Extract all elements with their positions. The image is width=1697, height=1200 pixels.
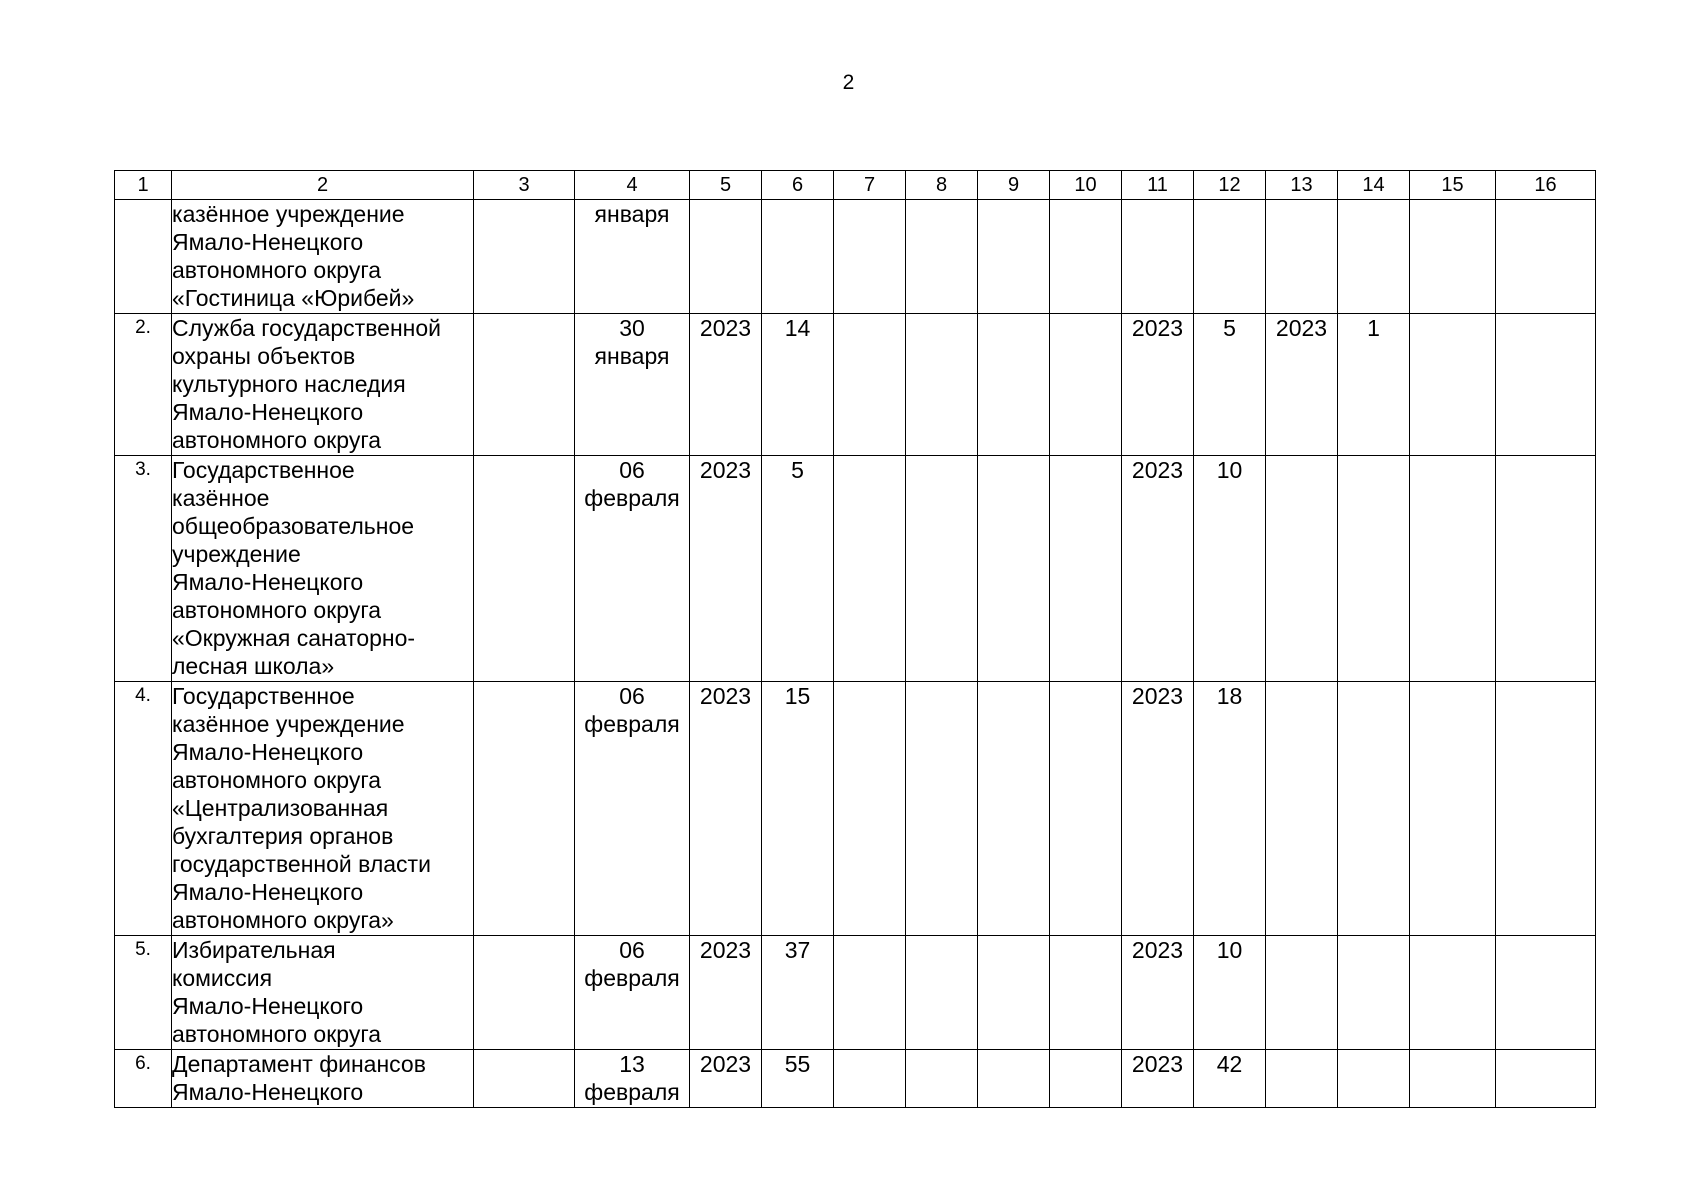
- table-cell: [1050, 1050, 1122, 1108]
- table-cell: [978, 936, 1050, 1050]
- table-cell: 5: [762, 456, 834, 682]
- table-cell: [474, 314, 575, 456]
- row-number-cell: [115, 200, 172, 314]
- date-cell: 30 января: [575, 314, 690, 456]
- table-cell: [978, 1050, 1050, 1108]
- table-cell: 2023: [1122, 314, 1194, 456]
- organization-name-cell: казённое учреждение Ямало-Ненецкого автономного округа «Гостиница «Юрибей»: [172, 200, 474, 314]
- table-cell: [834, 936, 906, 1050]
- table-cell: [978, 314, 1050, 456]
- table-cell: 10: [1194, 936, 1266, 1050]
- table-cell: [834, 456, 906, 682]
- table-cell: [1410, 314, 1496, 456]
- table-cell: [1496, 1050, 1596, 1108]
- table-cell: 2023: [1122, 682, 1194, 936]
- table-cell: 55: [762, 1050, 834, 1108]
- table-cell: [1266, 456, 1338, 682]
- table-cell: [1410, 682, 1496, 936]
- table-cell: [834, 682, 906, 936]
- table-cell: [1050, 200, 1122, 314]
- table-cell: [1410, 936, 1496, 1050]
- column-header: 2: [172, 171, 474, 200]
- column-header: 12: [1194, 171, 1266, 200]
- row-number-cell: 4.: [115, 682, 172, 936]
- table-cell: [906, 682, 978, 936]
- table-cell: [1050, 314, 1122, 456]
- table-cell: 42: [1194, 1050, 1266, 1108]
- table-cell: [1266, 936, 1338, 1050]
- table-cell: [1050, 936, 1122, 1050]
- column-header: 9: [978, 171, 1050, 200]
- page-number: 2: [842, 71, 855, 94]
- table-cell: [1194, 200, 1266, 314]
- row-number-cell: 3.: [115, 456, 172, 682]
- table-cell: [978, 456, 1050, 682]
- table-cell: [1338, 456, 1410, 682]
- table-cell: 2023: [690, 314, 762, 456]
- table-cell: 2023: [690, 1050, 762, 1108]
- date-cell: 06 февраля: [575, 682, 690, 936]
- organization-name-cell: Служба государственной охраны объектов культурного наследия Ямало-Ненецкого автономного округа: [172, 314, 474, 456]
- organization-name-cell: Государственное казённое общеобразовательное учреждение Ямало-Ненецкого автономного округа «Окружная санаторно- лесная школа»: [172, 456, 474, 682]
- table-cell: [1410, 456, 1496, 682]
- column-header: 8: [906, 171, 978, 200]
- row-number-cell: 5.: [115, 936, 172, 1050]
- table-cell: [906, 1050, 978, 1108]
- table-cell: [906, 936, 978, 1050]
- column-header: 1: [115, 171, 172, 200]
- table-cell: 15: [762, 682, 834, 936]
- table-cell: 18: [1194, 682, 1266, 936]
- table-cell: [1338, 1050, 1410, 1108]
- table-cell: [1496, 314, 1596, 456]
- table-cell: [1496, 682, 1596, 936]
- table-cell: [978, 682, 1050, 936]
- table-cell: [906, 314, 978, 456]
- date-cell: 06 февраля: [575, 936, 690, 1050]
- table-cell: 1: [1338, 314, 1410, 456]
- column-header: 16: [1496, 171, 1596, 200]
- column-header: 6: [762, 171, 834, 200]
- table-cell: [978, 200, 1050, 314]
- table-cell: [1266, 200, 1338, 314]
- column-header: 15: [1410, 171, 1496, 200]
- table-row: [115, 1050, 1596, 1108]
- table-cell: [834, 1050, 906, 1108]
- table-cell: 10: [1194, 456, 1266, 682]
- date-cell: 06 февраля: [575, 456, 690, 682]
- table-cell: [834, 314, 906, 456]
- table-cell: [474, 682, 575, 936]
- column-header: 5: [690, 171, 762, 200]
- table-cell: 14: [762, 314, 834, 456]
- data-table: [114, 170, 1596, 1108]
- column-header: 3: [474, 171, 575, 200]
- table-cell: [1410, 1050, 1496, 1108]
- table-row: [115, 200, 1596, 314]
- date-cell: января: [575, 200, 690, 314]
- organization-name-cell: Департамент финансов Ямало-Ненецкого: [172, 1050, 474, 1108]
- table-cell: [834, 200, 906, 314]
- table-cell: 2023: [1122, 1050, 1194, 1108]
- table-row: [115, 936, 1596, 1050]
- table-cell: [1050, 682, 1122, 936]
- column-header: 4: [575, 171, 690, 200]
- column-header: 7: [834, 171, 906, 200]
- row-number-cell: 6.: [115, 1050, 172, 1108]
- table-cell: [1266, 1050, 1338, 1108]
- column-header: 13: [1266, 171, 1338, 200]
- table-cell: 2023: [1122, 456, 1194, 682]
- table-cell: 5: [1194, 314, 1266, 456]
- table-cell: [1338, 682, 1410, 936]
- column-header: 11: [1122, 171, 1194, 200]
- table-cell: [1122, 200, 1194, 314]
- organization-name-cell: Государственное казённое учреждение Ямало-Ненецкого автономного округа «Централизованная бухгалтерия органов государственной власти Ямало-Ненецкого автономного округа»: [172, 682, 474, 936]
- table-cell: [474, 456, 575, 682]
- table-cell: 2023: [1266, 314, 1338, 456]
- table-cell: [1496, 456, 1596, 682]
- table-row: [115, 682, 1596, 936]
- table-cell: 2023: [690, 682, 762, 936]
- table-cell: [1496, 936, 1596, 1050]
- table-cell: [1266, 682, 1338, 936]
- table-cell: 37: [762, 936, 834, 1050]
- table-cell: [474, 1050, 575, 1108]
- date-cell: 13 февраля: [575, 1050, 690, 1108]
- table-cell: [762, 200, 834, 314]
- table-cell: [1338, 936, 1410, 1050]
- table-cell: [474, 200, 575, 314]
- table-row: [115, 456, 1596, 682]
- table-cell: 2023: [1122, 936, 1194, 1050]
- table-header-row: [115, 171, 1596, 200]
- table-cell: [690, 200, 762, 314]
- table-cell: 2023: [690, 456, 762, 682]
- table-cell: [1410, 200, 1496, 314]
- table-cell: [474, 936, 575, 1050]
- table-cell: [1338, 200, 1410, 314]
- table-cell: [1496, 200, 1596, 314]
- column-header: 14: [1338, 171, 1410, 200]
- table-cell: [906, 200, 978, 314]
- organization-name-cell: Избирательная комиссия Ямало-Ненецкого автономного округа: [172, 936, 474, 1050]
- table-cell: [1050, 456, 1122, 682]
- row-number-cell: 2.: [115, 314, 172, 456]
- table-cell: 2023: [690, 936, 762, 1050]
- column-header: 10: [1050, 171, 1122, 200]
- table-row: [115, 314, 1596, 456]
- table-cell: [906, 456, 978, 682]
